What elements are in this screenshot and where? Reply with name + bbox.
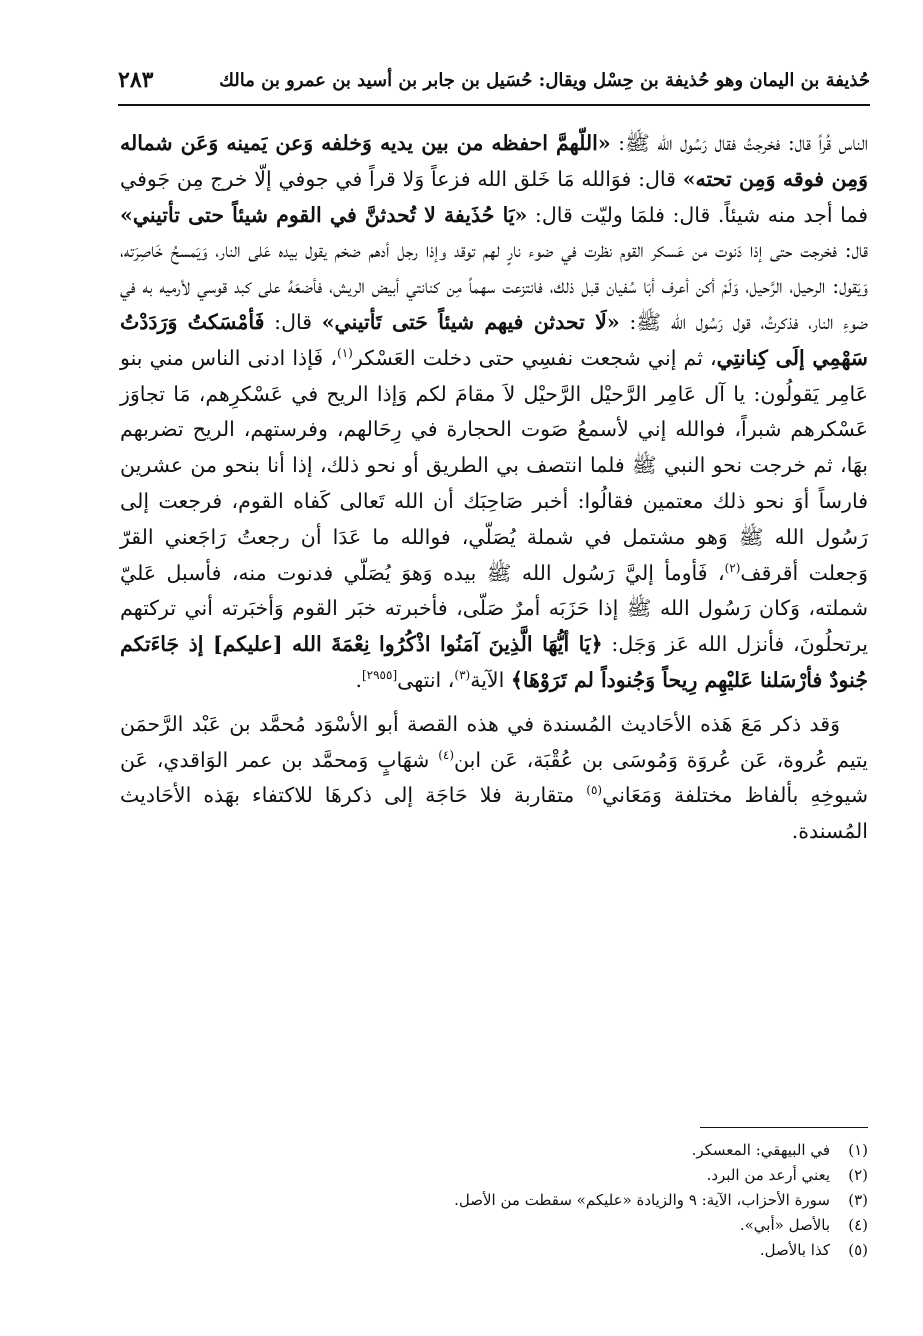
page-number: ٢٨٣ bbox=[118, 67, 154, 93]
footnote-number: (٢) bbox=[848, 1166, 868, 1184]
text-segment: . bbox=[355, 667, 362, 692]
text-segment: الناس قُراً قال: فخرجتُ فقال رَسُول الله ﷺ: bbox=[610, 131, 869, 155]
header-title: حُذيفة بن اليمان وهو حُذيفة بن حِسْل ويقال: حُسَيل بن جابر بن أسيد بن عمرو بن مالك bbox=[219, 69, 870, 91]
footnote-text: يعني أرعد من البرد. bbox=[706, 1166, 830, 1184]
text-segment: ، ثم إني شجعت نفسِي حتى دخلت العَسْكر bbox=[352, 345, 717, 370]
text-segment: ، انتهى bbox=[397, 667, 455, 692]
text-segment: قال: bbox=[264, 309, 322, 334]
text-segment: الآية bbox=[470, 667, 511, 692]
text-segment: ، فَأومأ إليَّ رَسُول الله ﷺ بيده وَهوَ يُصَلّي فدنوت منه، فأسبل عَليّ شملته، وَكان رَسُول الله ﷺ إذا حَزَبَه أمرٌ صَلّى، فأخبرته خبَر القوم وَأخبَرته أني تركتهم يرتحلُونَ، فأنزل الله عَز وَجَل: bbox=[120, 560, 868, 657]
footnote-number: (١) bbox=[848, 1141, 868, 1159]
prophet-quote: «يَا حُذَيفة لا تُحدثنَّ في القوم شيئاً حتى تأتيني» bbox=[120, 202, 528, 227]
footnote-text: في البيهقي: المعسكر. bbox=[691, 1141, 830, 1159]
text-segment: شهَابٍ وَمحمَّد بن عمر الوَاقدي، عَن شيوخِهِ بألفاظ مختلفة وَمَعَاني bbox=[120, 747, 869, 808]
footnote-text: بالأصل «أبي». bbox=[739, 1216, 830, 1234]
footnote-divider bbox=[700, 1127, 868, 1128]
footnote-marker-1[interactable]: (١) bbox=[337, 345, 353, 360]
text-segment: ، فَإذا ادنى الناس مني بنو عَامِر يَقولُون: يا آل عَامِر الرَّحيْل الرَّحيْل لاَ مقامَ لكم وَإذا الريح في عَسْكرِهم، مَا تجاوَز عَسْكرهم شبراً، فوالله إني لأسمعُ صَوت الحجارة في رِحَالهم، وفرستهم، الريح تضربهم بهَا، ثم خرجت نحو النبي ﷺ فلما انتصف بي الطريق أو نحو ذلك، إذا أنا بنحو من عشرين فارساً أوَ نحو ذلك معتمين فقالُوا: أخبر صَاحِبَك أن الله تَعالى كَفاه القوم، فرجعت إلى رَسُول الله ﷺ وَهو مشتمل في شملة يُصَلّي، فوالله ما عَدَا أن رجعتُ رَاجَعني القرّ وَجعلت أقرقف bbox=[120, 345, 868, 585]
text-segment: قال: فخرجت حتى إذا دَنوت من عَسكر القوم نظرت في ضوء نارٍ لهم توقد وإذا رجل أدهم ضخم يقول بيده عَلى النار، وَيَمسحُ خَاصِرَته، وَيَقول: الرحيل، الرَّحيل، وَلَمْ أكن أعرف أبَا سُفيان قبل ذلك، فانتزعت سهماً مِن كنانتي أبيض الريش، فأضعَهُ على كبد قوسي لأرميه به في ضوءِ النار، فذكرتُ، قول رَسُول الله ﷺ: bbox=[120, 238, 868, 334]
paragraph-2 bbox=[120, 707, 868, 850]
running-header bbox=[118, 60, 870, 100]
footnote-marker-2[interactable]: (٢) bbox=[724, 560, 741, 575]
footnote-text: كذا بالأصل. bbox=[759, 1241, 830, 1259]
footnote-number: (٥) bbox=[848, 1241, 868, 1259]
footnote-item bbox=[300, 1213, 868, 1238]
emphasized-text: فَأمْسَكتُ وَرَدَدْتُ سَهْمِي إلَى كِنانتِي bbox=[120, 309, 868, 370]
quran-verse: ﴿يَا أيُّهَا الَّذِينَ آمَنُوا اذْكُرُوا نِعْمَةَ الله [عليكم] إذ جَاءَتكم جُنودٌ فأرْسَلنا عَليْهِم رِيحاً وَجُنوداً لم تَرَوْهَا﴾ bbox=[120, 632, 868, 692]
footnote-item bbox=[300, 1138, 868, 1163]
prophet-quote: «لَا تحدثن فيهم شيئاً حَتى تَأتيني» bbox=[321, 309, 620, 334]
main-text bbox=[120, 126, 868, 850]
prophet-quote: «اللّهمَّ احفظه من بين يديه وَخلفه وَعن يَمينه وَعَن شماله وَمِن فوقه وَمِن تحته» bbox=[120, 131, 868, 191]
header-divider bbox=[118, 104, 870, 106]
footnote-text: سورة الأحزاب، الآية: ٩ والزيادة «عليكم» سقطت من الأصل. bbox=[454, 1191, 830, 1209]
paragraph-1 bbox=[120, 126, 868, 699]
footnote-item bbox=[300, 1188, 868, 1213]
footnote-marker-5[interactable]: (٥) bbox=[586, 783, 603, 798]
footnote-item bbox=[300, 1163, 868, 1188]
hadith-reference-number: [٢٩٥٥] bbox=[361, 668, 398, 683]
footnotes bbox=[300, 1138, 868, 1263]
footnote-marker-4[interactable]: (٤) bbox=[438, 747, 455, 762]
footnote-marker-3[interactable]: (٣) bbox=[454, 668, 471, 683]
footnote-item bbox=[300, 1238, 868, 1263]
footnote-number: (٣) bbox=[848, 1191, 868, 1209]
footnote-number: (٤) bbox=[848, 1216, 868, 1234]
text-segment: قال: فوَالله مَا خَلق الله فزعاً وَلا قراً في جوفي إلّا خرج مِن جَوفي فما أجد منه شيئاً. قال: فلمَا وليّت قال: bbox=[120, 166, 868, 227]
text-segment: وَقد ذكر مَعَ هَذه الأحَاديث المُسندة في هذه القصة أبو الأسْوَد مُحمَّد بن عَبْد الرَّحمَن يتيم عُروة، عَن عُروَة وَمُوسَى بن عُقْبَة، عَن ابن bbox=[120, 711, 868, 772]
text-segment: متقاربة فلا حَاجَة إلى ذكرهَا للاكتفاء بهَذه الأحَاديث المُسندة. bbox=[120, 783, 868, 844]
